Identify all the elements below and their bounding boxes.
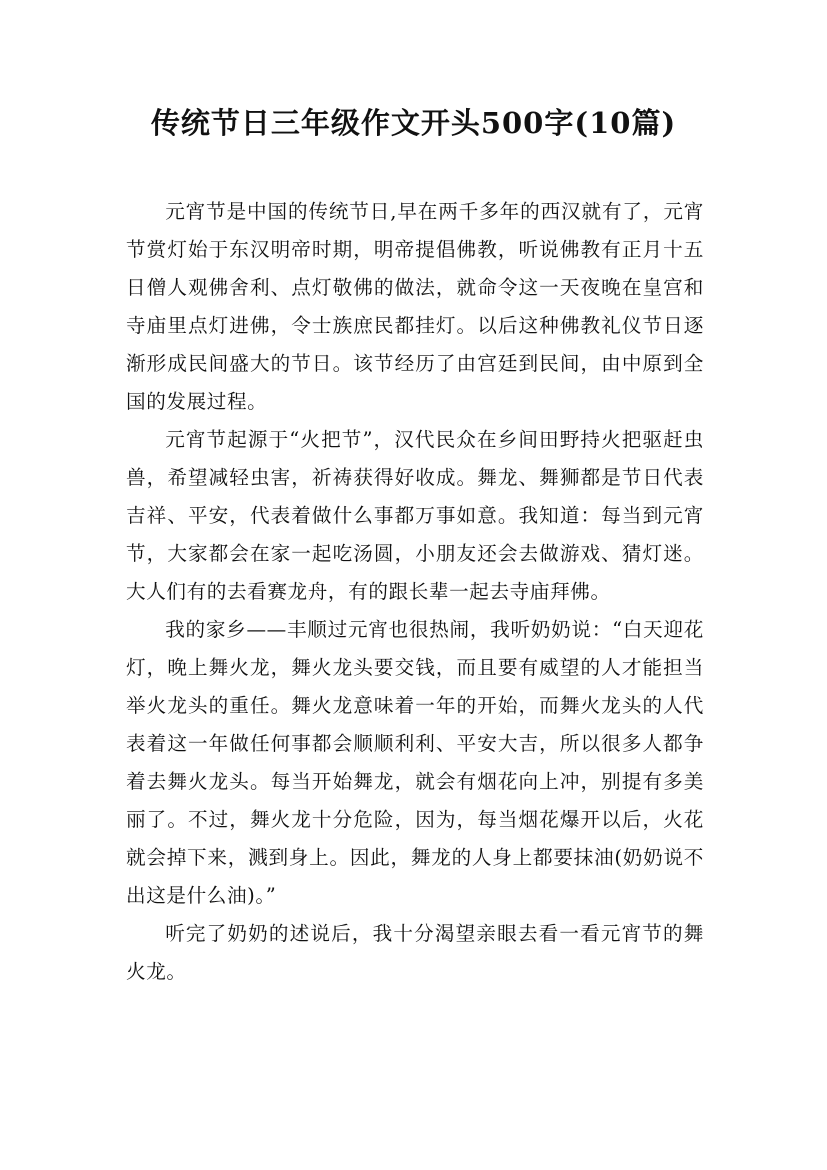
- paragraph-1: 元宵节是中国的传统节日,早在两千多年的西汉就有了，元宵节赏灯始于东汉明帝时期，明帝提倡佛教，听说佛教有正月十五日僧人观佛舍利、点灯敬佛的做法，就命令这一天夜晚在皇宫和寺庙里点灯进佛，令士族庶民都挂灯。以后这种佛教礼仪节日逐渐形成民间盛大的节日。该节经历了由宫廷到民间，由中原到全国的发展过程。: [126, 200, 704, 413]
- paragraph-3: 我的家乡——丰顺过元宵也很热闹，我听奶奶说：“白天迎花灯，晚上舞火龙，舞火龙头要交钱，而且要有威望的人才能担当举火龙头的重任。舞火龙意味着一年的开始，而舞火龙头的人代表着这一年做任何事都会顺顺利利、平安大吉，所以很多人都争着去舞火龙头。每当开始舞龙，就会有烟花向上冲，别提有多美丽了。不过，舞火龙十分危险，因为，每当烟花爆开以后，火花就会掉下来，溅到身上。因此，舞龙的人身上都要抹油(奶奶说不出这是什么油)。”: [126, 618, 704, 907]
- paragraph-2: 元宵节起源于“火把节”，汉代民众在乡间田野持火把驱赶虫兽，希望减轻虫害，祈祷获得好收成。舞龙、舞狮都是节日代表吉祥、平安，代表着做什么事都万事如意。我知道：每当到元宵节，大家都会在家一起吃汤圆，小朋友还会去做游戏、猜灯迷。大人们有的去看赛龙舟，有的跟长辈一起去寺庙拜佛。: [126, 428, 704, 603]
- paragraph-4: 听完了奶奶的述说后，我十分渴望亲眼去看一看元宵节的舞火龙。: [126, 922, 704, 983]
- document-title: 传统节日三年级作文开头500字(10篇): [150, 106, 677, 140]
- document-body: [126, 193, 704, 991]
